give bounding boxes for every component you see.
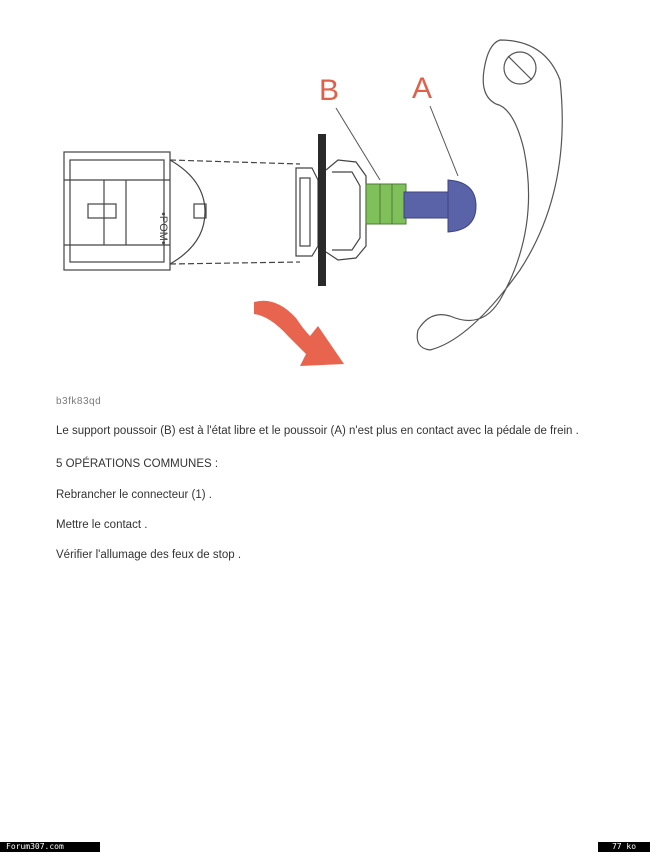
- rotation-arrow: [254, 301, 344, 366]
- brake-switch-diagram: [0, 0, 650, 380]
- connector-body: [64, 152, 318, 270]
- step-ignition: Mettre le contact .: [56, 519, 148, 531]
- step-check-lights: Vérifier l'allumage des feux de stop .: [56, 549, 242, 561]
- step-reconnect: Rebrancher le connecteur (1) .: [56, 489, 212, 501]
- connector-marking: •POM•: [157, 212, 169, 245]
- footer-file-size: 77 ko: [598, 842, 650, 852]
- mounting-panel: [318, 134, 326, 286]
- callout-a-leader: [430, 106, 458, 176]
- section-heading: 5 OPÉRATIONS COMMUNES :: [56, 458, 219, 470]
- callout-a-label: A: [412, 72, 433, 105]
- pusher-support-b: [366, 184, 406, 224]
- paragraph-support-state: Le support poussoir (B) est à l'état libre et le poussoir (A) n'est plus en contact avec la pédale de frein .: [56, 425, 579, 437]
- callout-b-label: B: [319, 74, 340, 107]
- footer-site-name: Forum307.com: [0, 842, 100, 852]
- pusher-a: [404, 180, 476, 232]
- figure-reference-code: b3fk83qd: [56, 396, 102, 407]
- switch-head: [326, 160, 366, 260]
- callout-b-leader: [336, 108, 380, 180]
